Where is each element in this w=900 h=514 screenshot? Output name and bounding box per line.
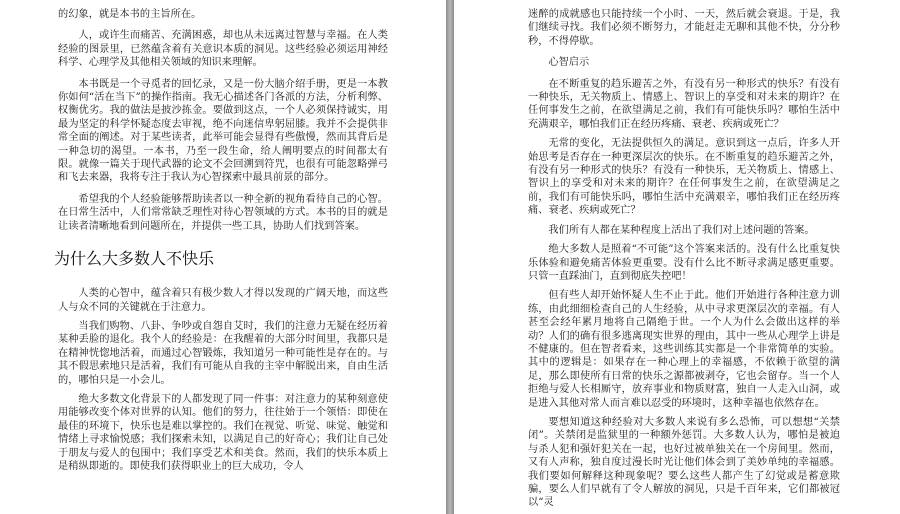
right-paragraph-3: 无常的变化，无法提供恒久的满足。意识到这一点后，许多人开始思考是否存在一种更深层次的快乐。在不断重复的趋乐避苦之外，有没有另一种形式的快乐？有没有一种快乐，无关物质上、情感上、智识上的享受和对未来的期许？在任何事发生之前，在欲望满足之前，我们有可能快乐吗，哪怕生活中充满艰辛，哪怕我们正在经历疼痛、衰老、疾病或死亡？ xyxy=(528,138,840,217)
right-page xyxy=(454,0,900,514)
section-heading: 为什么大多数人不快乐 xyxy=(54,249,215,269)
right-paragraph-5: 绝大多数人是照着“不可能”这个答案来活的。没有什么比重复快乐体验和避免痛苦体验更重要。没有什么比不断寻求满足感更重要。只管一直踩油门，直到彻底失控吧！ xyxy=(528,244,840,282)
left-paragraph-6: 当我们购物、八卦、争吵或自怨自艾时，我们的注意力无疑在经历着某种丢脸的退化。我个人的经验是：在我醒着的大部分时间里，我都只是在精神恍惚地活着，而通过心智锻炼，我知道另一种可能性是存在的。与其不假思索地只是活着，我们有可能从自我的主宰中解脱出来，自由生活的，哪怕只是一小会儿。 xyxy=(58,320,388,386)
left-paragraph-3: 本书既是一个寻觅者的回忆录，又是一份大脑介绍手册，更是一本教你如何“活在当下”的操作指南。我无心描述各门各派的方法，分析利弊、权衡优劣。我的做法是披沙拣金。要做到这点，一个人必须保持诚实，用最为坚定的科学怀疑态度去审视，绝不向迷信卑躬屈膝。我并不会提供非常全面的阐述。对于某些读者，此举可能会显得有些傲慢，然而其背后是一种急切的渴望。一本书，乃至一段生命，给人阐明要点的时间都太有限。就像一篇关于现代武器的论文不会回溯到符咒，也很有可能忽略弹弓和飞去来器，我将专注于我认为心智探索中最具前景的部分。 xyxy=(58,78,388,184)
right-paragraph-2: 在不断重复的趋乐避苦之外，有没有另一种形式的快乐？有没有一种快乐，无关物质上、情感上、智识上的享受和对未来的期许？在任何事发生之前，在欲望满足之前，我们有可能快乐吗？哪怕生活中充满艰辛，哪怕我们正在经历疼痛、衰老、疾病或死亡？ xyxy=(528,78,840,130)
right-paragraph-4: 我们所有人都在某种程度上活出了我们对上述问题的答案。 xyxy=(548,224,815,236)
subsection-heading: 心智启示 xyxy=(548,57,590,69)
page-gutter xyxy=(446,0,454,514)
right-paragraph-6: 但有些人却开始怀疑人生不止于此。他们开始进行各种注意力训练，由此细细检查自己的人生经验，从中寻求更深层次的幸福。有人甚至会经年累月地将自己隔绝于世。一个人为什么会做出这样的举动？人们的确有很多逃离现实世界的理由，其中一些从心理学上讲是不健康的。但在智者看来，这些训练其实都是一个非常简单的实验。其中的逻辑是：如果存在一种心理上的幸福感，不依赖于欲望的满足，那么即使所有日常的快乐之源都被剥夺，它也会留存。当一个人拒绝与爱人长相厮守，放弃事业和物质财富，独自一人走入山洞，或是进入其他对常人而言难以忍受的环境时，这种幸福也依然存在。 xyxy=(528,290,840,409)
left-paragraph-1: 的幻象，就是本书的主旨所在。 xyxy=(58,9,202,20)
right-paragraph-1: 迷醉的成就感也只能持续一个小时、一天，然后就会衰退。于是，我们继续寻找。我们必须不断努力，才能赶走无聊和其他不快，分分秒秒，不得停歇。 xyxy=(528,9,840,47)
left-paragraph-5: 人类的心智中，蕴含着只有极少数人才得以发现的广阔天地，而这些人与众不同的关键就在于注意力。 xyxy=(58,288,388,313)
left-page xyxy=(0,0,446,514)
left-paragraph-2: 人，或许生而痛苦、充满困惑，却也从未远离过智慧与幸福。在人类经验的图景里，已然蕴含着有关意识本质的洞见。这些经验必须运用神经科学、心理学及其他相关领域的知识来理解。 xyxy=(58,30,388,69)
left-paragraph-7: 绝大多数文化背景下的人都发现了同一件事：对注意力的某种刻意使用能够改变个体对世界的认知。他们的努力，往往始于一个领悟：即使在最佳的环境下，快乐也是难以掌控的。我们在视觉、听觉、味觉、触觉和情绪上寻求愉悦感；我们探索未知，以满足自己的好奇心；我们让自己处于朋友与爱人的包围中；我们享受艺术和美食。然而，我们的快乐本质上是稍纵即逝的。即使我们获得职业上的巨大成功，令人 xyxy=(58,393,388,472)
right-paragraph-7: 要想知道这种经验对大多数人来说有多么恐怖，可以想想“关禁闭”。关禁闭是监狱里的一种额外惩罚。大多数人认为，哪怕是被迫与杀人犯和强奸犯关在一起，也好过被单独关在一个房间里。然而，又有人声称，独自度过漫长时光让他们体会到了美妙单纯的幸福感。我们要如何解释这种现象呢？要么这些人都产生了幻觉或是蓄意欺骗，要么人们早就有了令人解放的洞见，只是千百年来，它们都被冠以“灵 xyxy=(528,416,840,509)
left-paragraph-4: 希望我的个人经验能够帮助读者以一种全新的视角看待自己的心智。在日常生活中，人们常常缺乏理性对待心智领域的方式。本书的目的就是让读者清晰地看到问题所在，并提供一些工具，协助人们找到答案。 xyxy=(58,193,388,232)
